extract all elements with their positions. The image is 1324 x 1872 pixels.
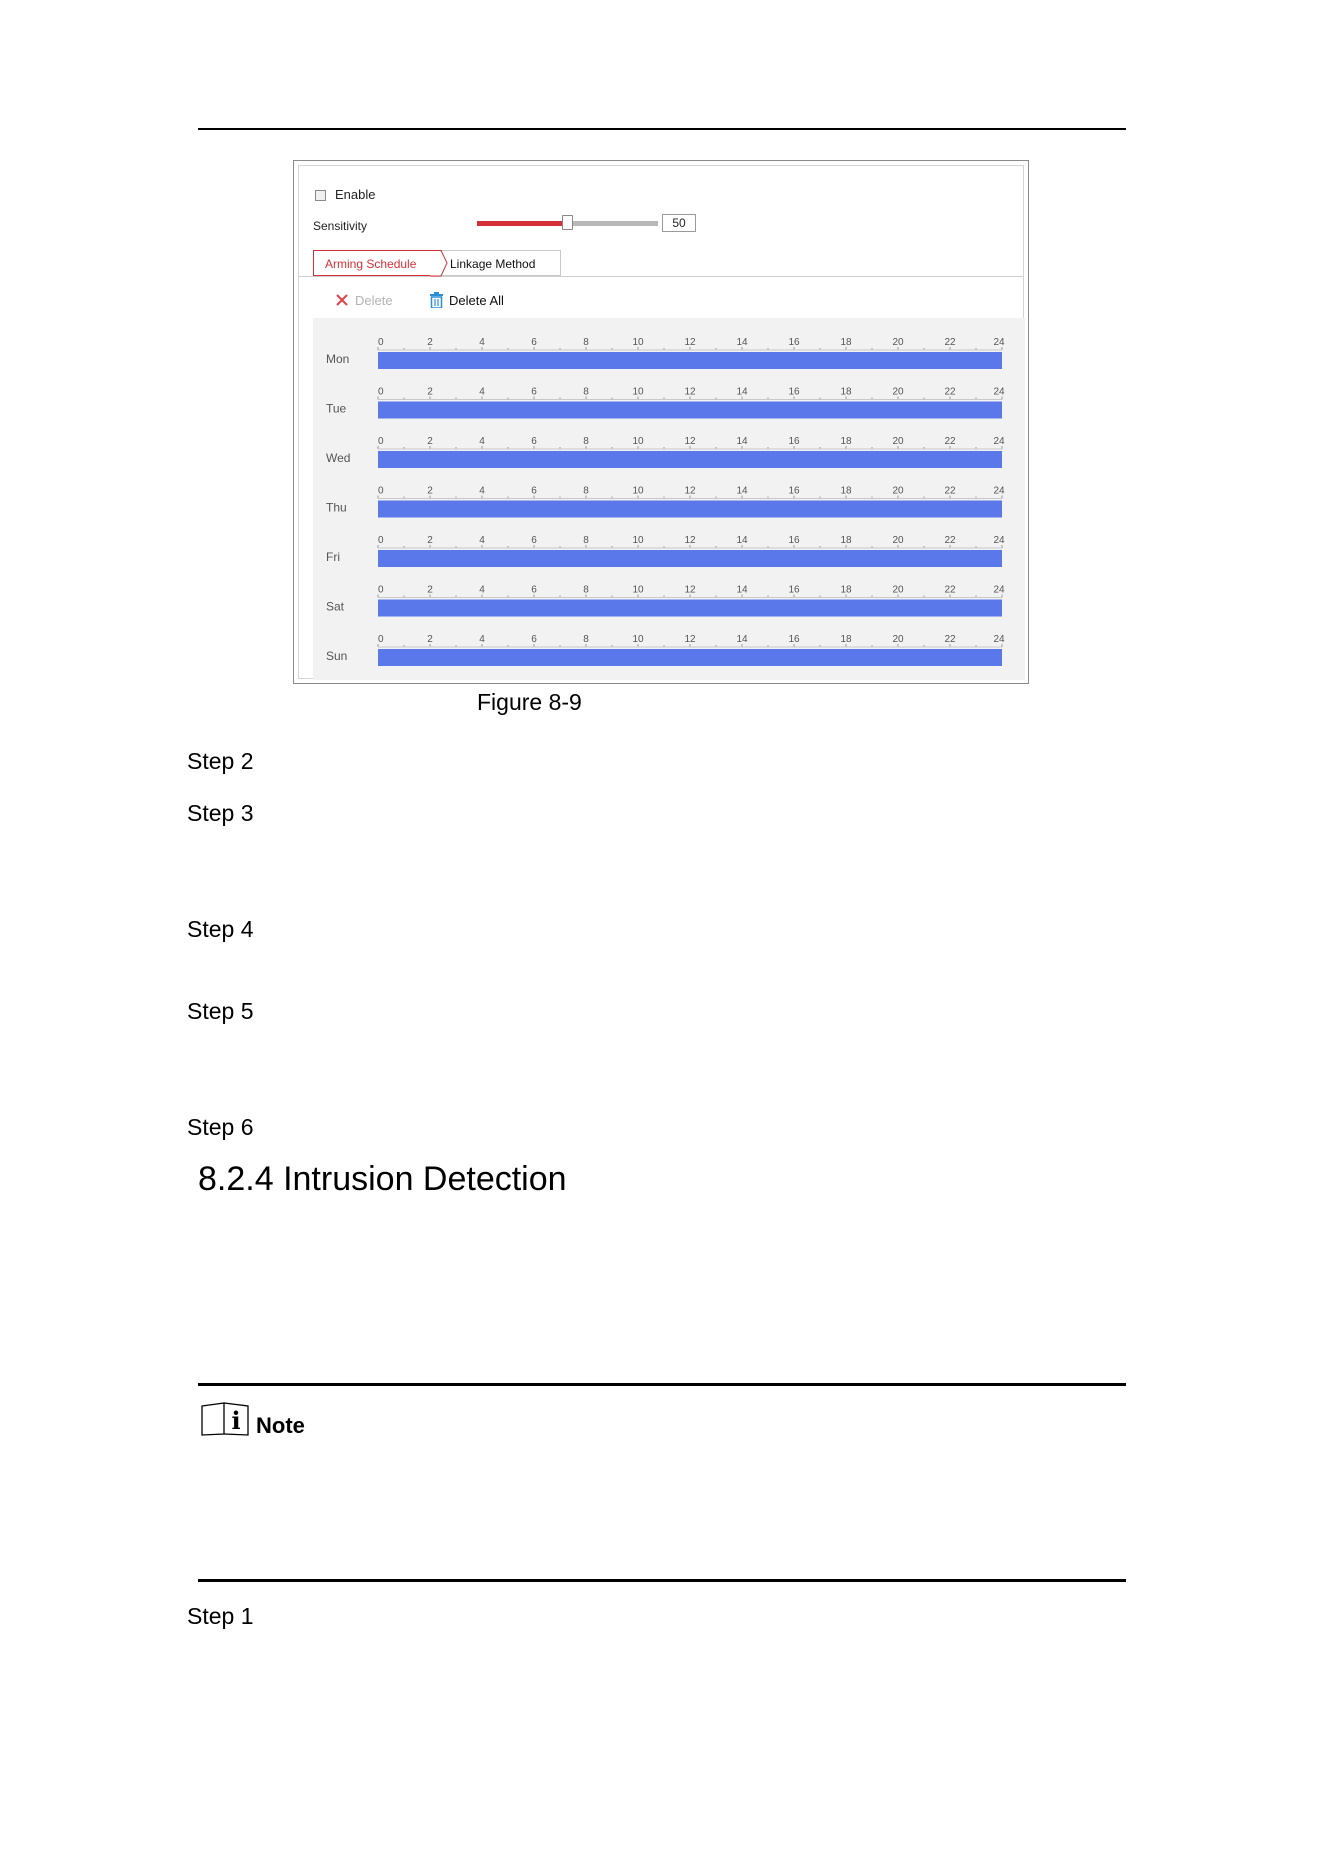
hour-tick-label: 22 bbox=[944, 485, 956, 497]
hour-tick-label: 16 bbox=[788, 337, 800, 348]
hour-tick-label: 2 bbox=[427, 634, 433, 645]
schedule-segment bbox=[378, 451, 1002, 468]
note-label: Note bbox=[256, 1413, 305, 1438]
hour-tick-label: 2 bbox=[427, 337, 433, 348]
schedule-segment bbox=[378, 600, 1002, 617]
schedule-segment bbox=[378, 649, 1002, 666]
hour-tick-label: 6 bbox=[531, 634, 537, 645]
hour-tick-label: 24 bbox=[993, 485, 1005, 497]
hour-tick-label: 22 bbox=[944, 535, 956, 546]
hour-tick-label: 14 bbox=[736, 337, 748, 348]
hour-tick-label: 10 bbox=[632, 337, 644, 348]
step-label: Step 5 bbox=[187, 998, 254, 1024]
hour-tick-label: 8 bbox=[583, 436, 589, 447]
day-label: Tue bbox=[326, 401, 347, 416]
delete-all-label: Delete All bbox=[449, 293, 504, 308]
sensitivity-slider-fill bbox=[477, 221, 568, 226]
hour-tick-label: 10 bbox=[632, 584, 644, 596]
hour-tick-label: 14 bbox=[736, 436, 748, 447]
hour-tick-label: 18 bbox=[840, 436, 852, 447]
hour-tick-label: 4 bbox=[479, 584, 485, 596]
tab-linkage-method-label: Linkage Method bbox=[450, 257, 536, 271]
figure-screenshot bbox=[293, 160, 1029, 684]
hour-tick-label: 16 bbox=[788, 436, 800, 447]
enable-label: Enable bbox=[335, 187, 376, 202]
tab-arming-schedule-label: Arming Schedule bbox=[325, 257, 417, 271]
hour-tick-label: 20 bbox=[892, 337, 904, 348]
hour-tick-label: 12 bbox=[684, 386, 696, 398]
day-label: Fri bbox=[326, 550, 340, 564]
hour-tick-label: 12 bbox=[684, 337, 696, 348]
hour-tick-label: 14 bbox=[736, 535, 748, 546]
trash-icon bbox=[429, 292, 444, 308]
delete-label: Delete bbox=[355, 293, 393, 308]
hour-tick-label: 18 bbox=[840, 535, 852, 546]
hour-tick-label: 6 bbox=[531, 535, 537, 546]
day-label: Mon bbox=[326, 352, 350, 366]
hour-tick-label: 0 bbox=[378, 634, 384, 645]
hour-tick-label: 8 bbox=[583, 386, 589, 398]
svg-text:i: i bbox=[231, 1406, 241, 1435]
hour-tick-label: 12 bbox=[684, 485, 696, 497]
hour-tick-label: 24 bbox=[993, 584, 1005, 596]
enable-checkbox[interactable] bbox=[315, 190, 326, 201]
hour-tick-label: 24 bbox=[993, 386, 1005, 398]
info-book-icon bbox=[200, 1400, 256, 1438]
hour-tick-label: 18 bbox=[840, 485, 852, 497]
delete-all-button[interactable] bbox=[429, 291, 529, 311]
schedule-segment bbox=[378, 402, 1002, 419]
hour-tick-label: 22 bbox=[944, 386, 956, 398]
arming-schedule-grid bbox=[313, 318, 1025, 680]
tab-bar bbox=[299, 248, 1023, 277]
sensitivity-label: Sensitivity bbox=[313, 219, 368, 233]
hour-tick-label: 2 bbox=[427, 436, 433, 447]
hour-tick-label: 10 bbox=[632, 386, 644, 398]
hour-tick-label: 24 bbox=[993, 535, 1005, 546]
hour-tick-label: 22 bbox=[944, 436, 956, 447]
sensitivity-slider[interactable] bbox=[477, 221, 658, 226]
step-label: Step 3 bbox=[187, 800, 254, 826]
sensitivity-slider-handle[interactable] bbox=[562, 215, 573, 230]
hour-tick-label: 2 bbox=[427, 535, 433, 546]
schedule-segment bbox=[378, 352, 1002, 369]
note-rule-bottom bbox=[198, 1579, 1126, 1582]
close-icon bbox=[335, 293, 349, 307]
hour-tick-label: 18 bbox=[840, 584, 852, 596]
hour-tick-label: 4 bbox=[479, 436, 485, 447]
hour-tick-label: 24 bbox=[993, 436, 1005, 447]
section-heading: 8.2.4 Intrusion Detection bbox=[198, 1160, 567, 1198]
hour-tick-label: 16 bbox=[788, 584, 800, 596]
tab-linkage-method[interactable] bbox=[437, 250, 561, 276]
schedule-segment bbox=[378, 550, 1002, 567]
hour-tick-label: 14 bbox=[736, 634, 748, 645]
hour-tick-label: 20 bbox=[892, 634, 904, 645]
day-label: Wed bbox=[326, 451, 351, 465]
hour-tick-label: 4 bbox=[479, 485, 485, 497]
hour-tick-label: 20 bbox=[892, 535, 904, 546]
hour-tick-label: 12 bbox=[684, 634, 696, 645]
figure-caption: Figure 8-9 bbox=[477, 689, 582, 715]
hour-tick-label: 20 bbox=[892, 584, 904, 596]
hour-tick-label: 2 bbox=[427, 584, 433, 596]
hour-tick-label: 10 bbox=[632, 634, 644, 645]
hour-tick-label: 0 bbox=[378, 485, 384, 497]
hour-tick-label: 16 bbox=[788, 535, 800, 546]
hour-tick-label: 6 bbox=[531, 386, 537, 398]
hour-tick-label: 14 bbox=[736, 584, 748, 596]
hour-tick-label: 6 bbox=[531, 485, 537, 497]
hour-tick-label: 12 bbox=[684, 584, 696, 596]
hour-tick-label: 8 bbox=[583, 584, 589, 596]
day-label: Thu bbox=[326, 500, 347, 515]
hour-tick-label: 6 bbox=[531, 436, 537, 447]
hour-tick-label: 0 bbox=[378, 535, 384, 546]
hour-tick-label: 2 bbox=[427, 386, 433, 398]
hour-tick-label: 16 bbox=[788, 386, 800, 398]
hour-tick-label: 18 bbox=[840, 386, 852, 398]
hour-tick-label: 4 bbox=[479, 337, 485, 348]
hour-tick-label: 22 bbox=[944, 634, 956, 645]
hour-tick-label: 4 bbox=[479, 535, 485, 546]
schedule-segment bbox=[378, 501, 1002, 518]
hour-tick-label: 10 bbox=[632, 485, 644, 497]
hour-tick-label: 18 bbox=[840, 337, 852, 348]
hour-tick-label: 12 bbox=[684, 535, 696, 546]
header-rule bbox=[198, 128, 1126, 130]
hour-tick-label: 0 bbox=[378, 436, 384, 447]
schedule-chart bbox=[313, 318, 1025, 680]
hour-tick-label: 10 bbox=[632, 535, 644, 546]
hour-tick-label: 14 bbox=[736, 386, 748, 398]
hour-tick-label: 0 bbox=[378, 337, 384, 348]
hour-tick-label: 8 bbox=[583, 634, 589, 645]
hour-tick-label: 16 bbox=[788, 634, 800, 645]
day-label: Sun bbox=[326, 649, 348, 663]
hour-tick-label: 24 bbox=[993, 337, 1005, 348]
hour-tick-label: 4 bbox=[479, 386, 485, 398]
hour-tick-label: 18 bbox=[840, 634, 852, 645]
step-label: Step 2 bbox=[187, 748, 254, 774]
tab-arrow-icon bbox=[430, 250, 448, 277]
step-label: Step 4 bbox=[187, 916, 254, 942]
hour-tick-label: 6 bbox=[531, 337, 537, 348]
hour-tick-label: 20 bbox=[892, 436, 904, 447]
hour-tick-label: 24 bbox=[993, 634, 1005, 645]
hour-tick-label: 22 bbox=[944, 337, 956, 348]
hour-tick-label: 16 bbox=[788, 485, 800, 497]
step-label: Step 1 bbox=[187, 1603, 254, 1629]
step-label: Step 6 bbox=[187, 1114, 254, 1140]
hour-tick-label: 6 bbox=[531, 584, 537, 596]
note-rule-top bbox=[198, 1383, 1126, 1386]
hour-tick-label: 22 bbox=[944, 584, 956, 596]
hour-tick-label: 4 bbox=[479, 634, 485, 645]
day-label: Sat bbox=[326, 599, 345, 614]
hour-tick-label: 14 bbox=[736, 485, 748, 497]
hour-tick-label: 2 bbox=[427, 485, 433, 497]
hour-tick-label: 20 bbox=[892, 386, 904, 398]
hour-tick-label: 12 bbox=[684, 436, 696, 447]
delete-button[interactable] bbox=[335, 291, 405, 311]
tab-arming-schedule[interactable] bbox=[313, 250, 441, 276]
hour-tick-label: 10 bbox=[632, 436, 644, 447]
hour-tick-label: 20 bbox=[892, 485, 904, 497]
hour-tick-label: 0 bbox=[378, 584, 384, 596]
hour-tick-label: 8 bbox=[583, 485, 589, 497]
hour-tick-label: 8 bbox=[583, 535, 589, 546]
hour-tick-label: 0 bbox=[378, 386, 384, 398]
hour-tick-label: 8 bbox=[583, 337, 589, 348]
sensitivity-value-field[interactable]: 50 bbox=[662, 214, 696, 232]
settings-panel bbox=[298, 165, 1024, 679]
